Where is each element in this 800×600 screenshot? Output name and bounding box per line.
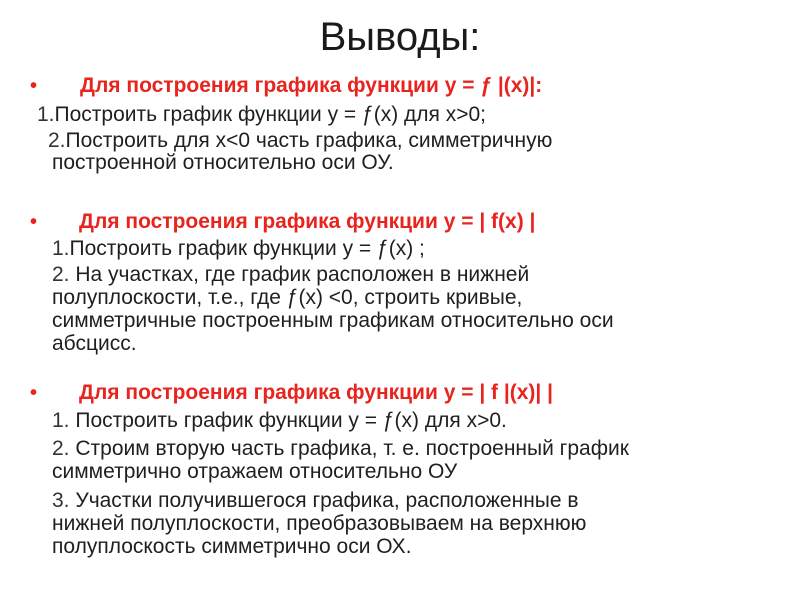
item-text: Построить график функции у = ƒ(х) ; — [69, 237, 425, 260]
section-2-item-2-line-4: абсцисс. — [52, 332, 137, 355]
section-2-item-2-line-3: симметричные построенным графикам относительно оси — [52, 309, 614, 332]
section-3-item-2 — [52, 438, 629, 460]
section-1-heading: Для построения графика функции у = ƒ |(х)|: — [80, 74, 543, 97]
section-1-item-1 — [37, 104, 486, 126]
item-number: 3. — [52, 489, 70, 512]
section-1-item-2 — [48, 130, 552, 152]
section-3-item-3-line-2: нижней полуплоскости, преобразовываем на верхнюю — [52, 512, 587, 535]
item-text: Построить для х<0 часть графика, симметричную — [65, 129, 553, 152]
bullet-1: • — [30, 75, 38, 97]
item-number: 2. — [48, 129, 66, 152]
section-2-heading: Для построения графика функции у = | f(x) | — [79, 210, 536, 233]
item-number: 1. — [37, 103, 55, 126]
item-number: 2. — [52, 263, 70, 286]
item-number: 1. — [52, 237, 70, 260]
section-3-item-1 — [52, 410, 507, 432]
section-2-item-1 — [52, 238, 425, 260]
slide-title: Выводы: — [319, 15, 481, 59]
bullet-3: • — [30, 382, 38, 404]
bullet-2: • — [30, 211, 38, 233]
item-text: Участки получившегося графика, расположенные в — [69, 489, 579, 512]
item-number: 1. — [52, 409, 70, 432]
section-3-heading: Для построения графика функции у = | f |(x)| | — [79, 381, 553, 404]
item-text: Построить график функции у = ƒ(х) для х>0; — [54, 103, 487, 126]
item-text: На участках, где график расположен в нижней — [69, 263, 530, 286]
section-1-item-2-line-2: построенной относительно оси ОУ. — [52, 151, 394, 174]
item-text: Построить график функции у = ƒ(х) для х>0. — [69, 409, 507, 432]
section-3-item-3-line-3: полуплоскость симметрично оси ОХ. — [52, 535, 412, 558]
item-text: Строим вторую часть графика, т. е. построенный график — [69, 437, 629, 460]
section-2-item-2 — [52, 264, 529, 286]
section-3-item-3 — [52, 490, 579, 512]
item-number: 2. — [52, 437, 70, 460]
section-3-item-2-line-2: симметрично отражаем относительно ОУ — [52, 460, 458, 483]
section-2-item-2-line-2: полуплоскости, т.е., где ƒ(х) <0, строить кривые, — [52, 286, 523, 309]
